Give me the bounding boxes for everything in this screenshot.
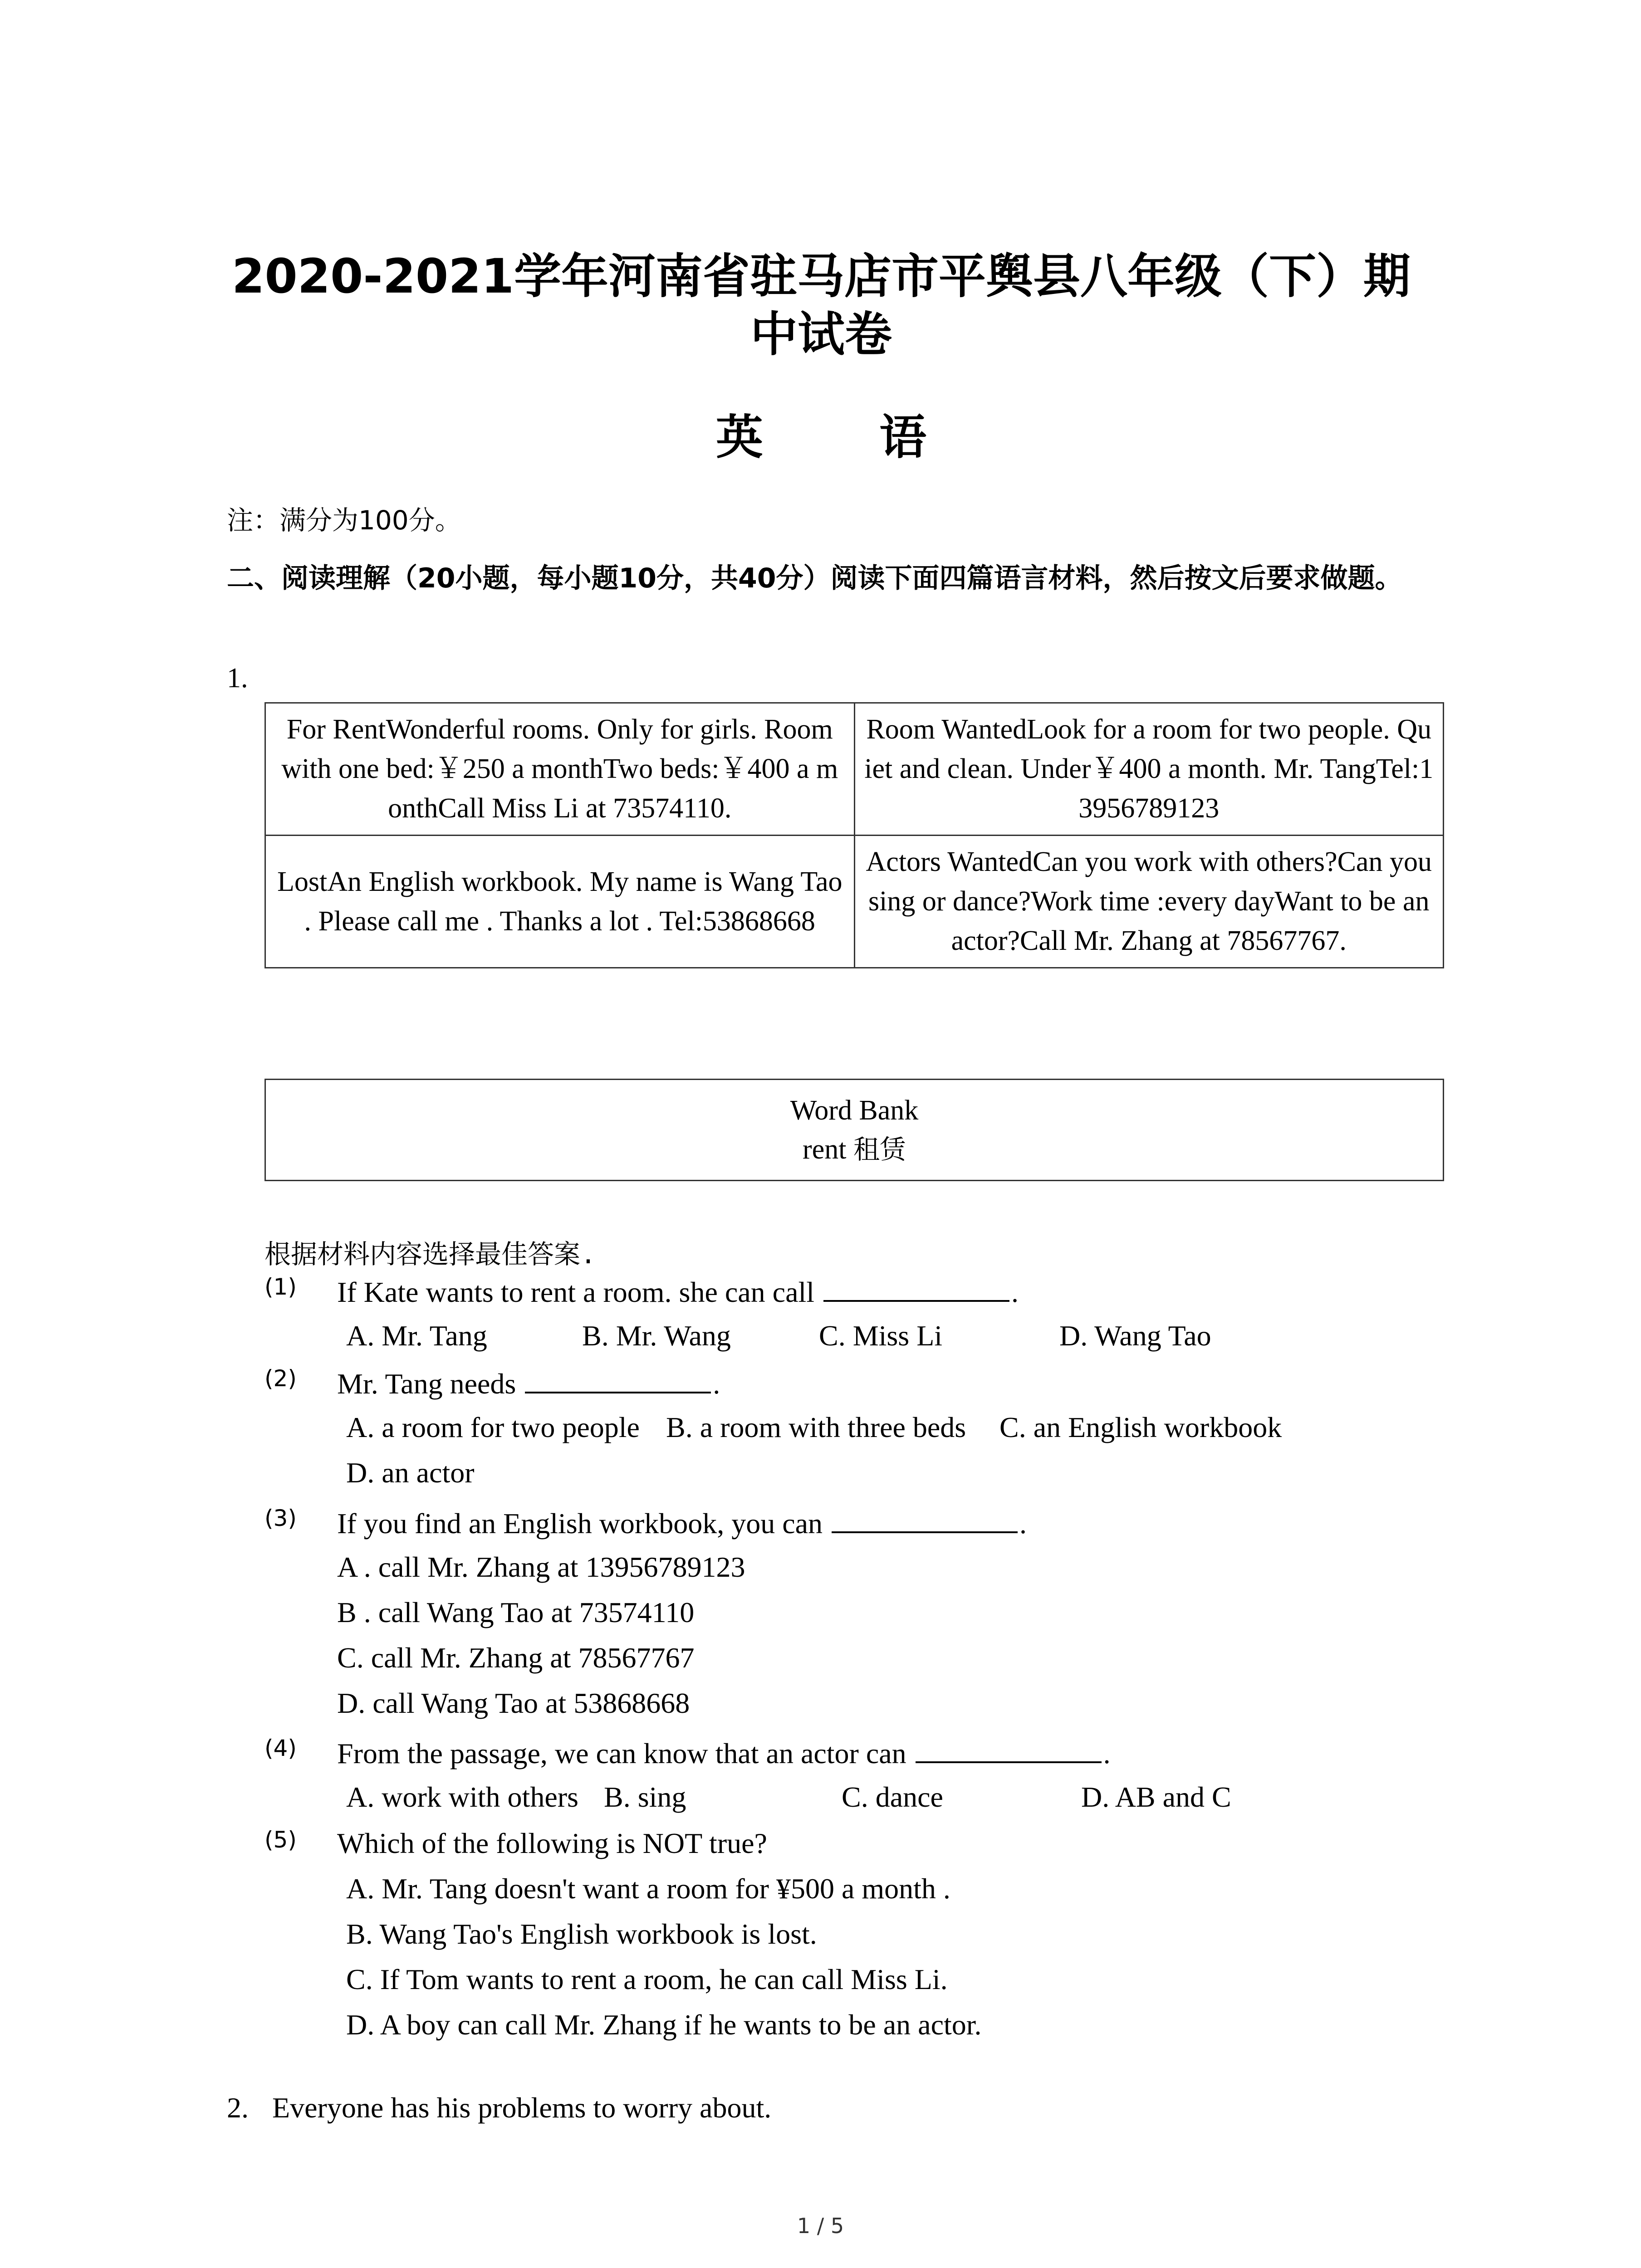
sub-question-number: (4): [265, 1735, 297, 1761]
question-2-text: Everyone has his problems to worry about.: [272, 2092, 772, 2124]
table-row: [265, 703, 1444, 836]
ad-for-rent: For RentWonderful rooms. Only for girls. Room with one bed:￥250 a monthTwo beds:￥400 a monthCall Miss Li at 73574110.: [265, 703, 855, 836]
ad-lost: LostAn English workbook. My name is Wang Tao . Please call me . Thanks a lot . Tel:53868668: [265, 836, 855, 968]
ads-table: [265, 702, 1444, 968]
stem-end: .: [713, 1368, 720, 1400]
question-2-number: 2.: [227, 2092, 249, 2124]
option-c[interactable]: C. If Tom wants to rent a room, he can call Miss Li.: [346, 1963, 948, 1995]
option-d[interactable]: D. Wang Tao: [1059, 1320, 1211, 1352]
stem-text: If you find an English workbook, you can: [337, 1507, 823, 1540]
ad-actors-wanted: Actors WantedCan you work with others?Can you sing or dance?Work time :every dayWant to be an actor?Call Mr. Zhang at 78567767.: [854, 836, 1444, 968]
stem-text: From the passage, we can know that an actor can: [337, 1737, 906, 1769]
option-d[interactable]: D. an actor: [346, 1457, 475, 1489]
sub-question-number: (1): [265, 1274, 297, 1300]
answer-blank[interactable]: [525, 1365, 711, 1393]
option-a[interactable]: A . call Mr. Zhang at 13956789123: [337, 1551, 745, 1583]
option-a[interactable]: A. Mr. Tang: [346, 1320, 487, 1352]
exam-title-line2: 中试卷: [750, 307, 892, 362]
exam-title-line1: 2020-2021学年河南省驻马店市平舆县八年级（下）期: [231, 249, 1411, 304]
stem-end: .: [1019, 1507, 1027, 1540]
instruction: 根据材料内容选择最佳答案.: [265, 1239, 596, 1270]
section-heading: 二、阅读理解（20小题，每小题10分，共40分）阅读下面四篇语言材料，然后按文后要求做题。: [227, 562, 1402, 594]
stem-end: .: [1011, 1276, 1019, 1308]
subject-heading: 英 语: [715, 410, 977, 465]
option-d[interactable]: D. A boy can call Mr. Zhang if he wants to be an actor.: [346, 2009, 982, 2041]
option-b[interactable]: B. sing: [604, 1781, 686, 1813]
question-1-number: 1.: [227, 663, 248, 694]
stem-text: Which of the following is NOT true?: [337, 1827, 767, 1859]
question-stem: [337, 1827, 767, 1860]
stem-text: Mr. Tang needs: [337, 1368, 516, 1400]
option-a[interactable]: A. a room for two people: [346, 1411, 640, 1443]
option-c[interactable]: C. call Mr. Zhang at 78567767: [337, 1642, 695, 1674]
question-stem: [337, 1735, 1111, 1770]
word-bank-entry: [266, 1130, 1443, 1169]
option-b[interactable]: B . call Wang Tao at 73574110: [337, 1596, 695, 1628]
page-number: 1 / 5: [797, 2214, 844, 2238]
option-b[interactable]: B. a room with three beds: [666, 1411, 966, 1443]
stem-text: If Kate wants to rent a room. she can call: [337, 1276, 815, 1308]
sub-question-number: (5): [265, 1827, 297, 1853]
answer-blank[interactable]: [823, 1274, 1009, 1302]
question-2: [227, 2091, 771, 2125]
table-row: [265, 836, 1444, 968]
sub-question-number: (3): [265, 1505, 297, 1531]
option-a[interactable]: A. Mr. Tang doesn't want a room for ¥500 a month .: [346, 1872, 950, 1905]
word-bank-heading: Word Bank: [790, 1095, 919, 1126]
option-a[interactable]: A. work with others: [346, 1781, 578, 1813]
question-stem: [337, 1365, 720, 1401]
option-b[interactable]: B. Mr. Wang: [582, 1320, 731, 1352]
option-d[interactable]: D. call Wang Tao at 53868668: [337, 1687, 690, 1719]
score-note: 注：满分为100分。: [227, 505, 461, 536]
ad-room-wanted: Room WantedLook for a room for two people. Quiet and clean. Under￥400 a month. Mr. TangTel:13956789123: [854, 703, 1444, 836]
exam-title: [172, 247, 1470, 363]
word-bank-meaning: 租赁: [853, 1134, 906, 1165]
stem-end: .: [1103, 1737, 1111, 1769]
option-c[interactable]: C. an English workbook: [999, 1411, 1282, 1443]
option-c[interactable]: C. dance: [842, 1781, 943, 1813]
answer-blank[interactable]: [916, 1735, 1102, 1763]
option-d[interactable]: D. AB and C: [1081, 1781, 1231, 1813]
option-c[interactable]: C. Miss Li: [819, 1320, 943, 1352]
option-b[interactable]: B. Wang Tao's English workbook is lost.: [346, 1918, 817, 1950]
word-bank-box: [265, 1079, 1444, 1181]
sub-question-number: (2): [265, 1365, 297, 1392]
word-bank-word: rent: [803, 1134, 847, 1165]
question-stem: [337, 1505, 1027, 1540]
answer-blank[interactable]: [832, 1505, 1018, 1533]
question-stem: [337, 1274, 1019, 1309]
